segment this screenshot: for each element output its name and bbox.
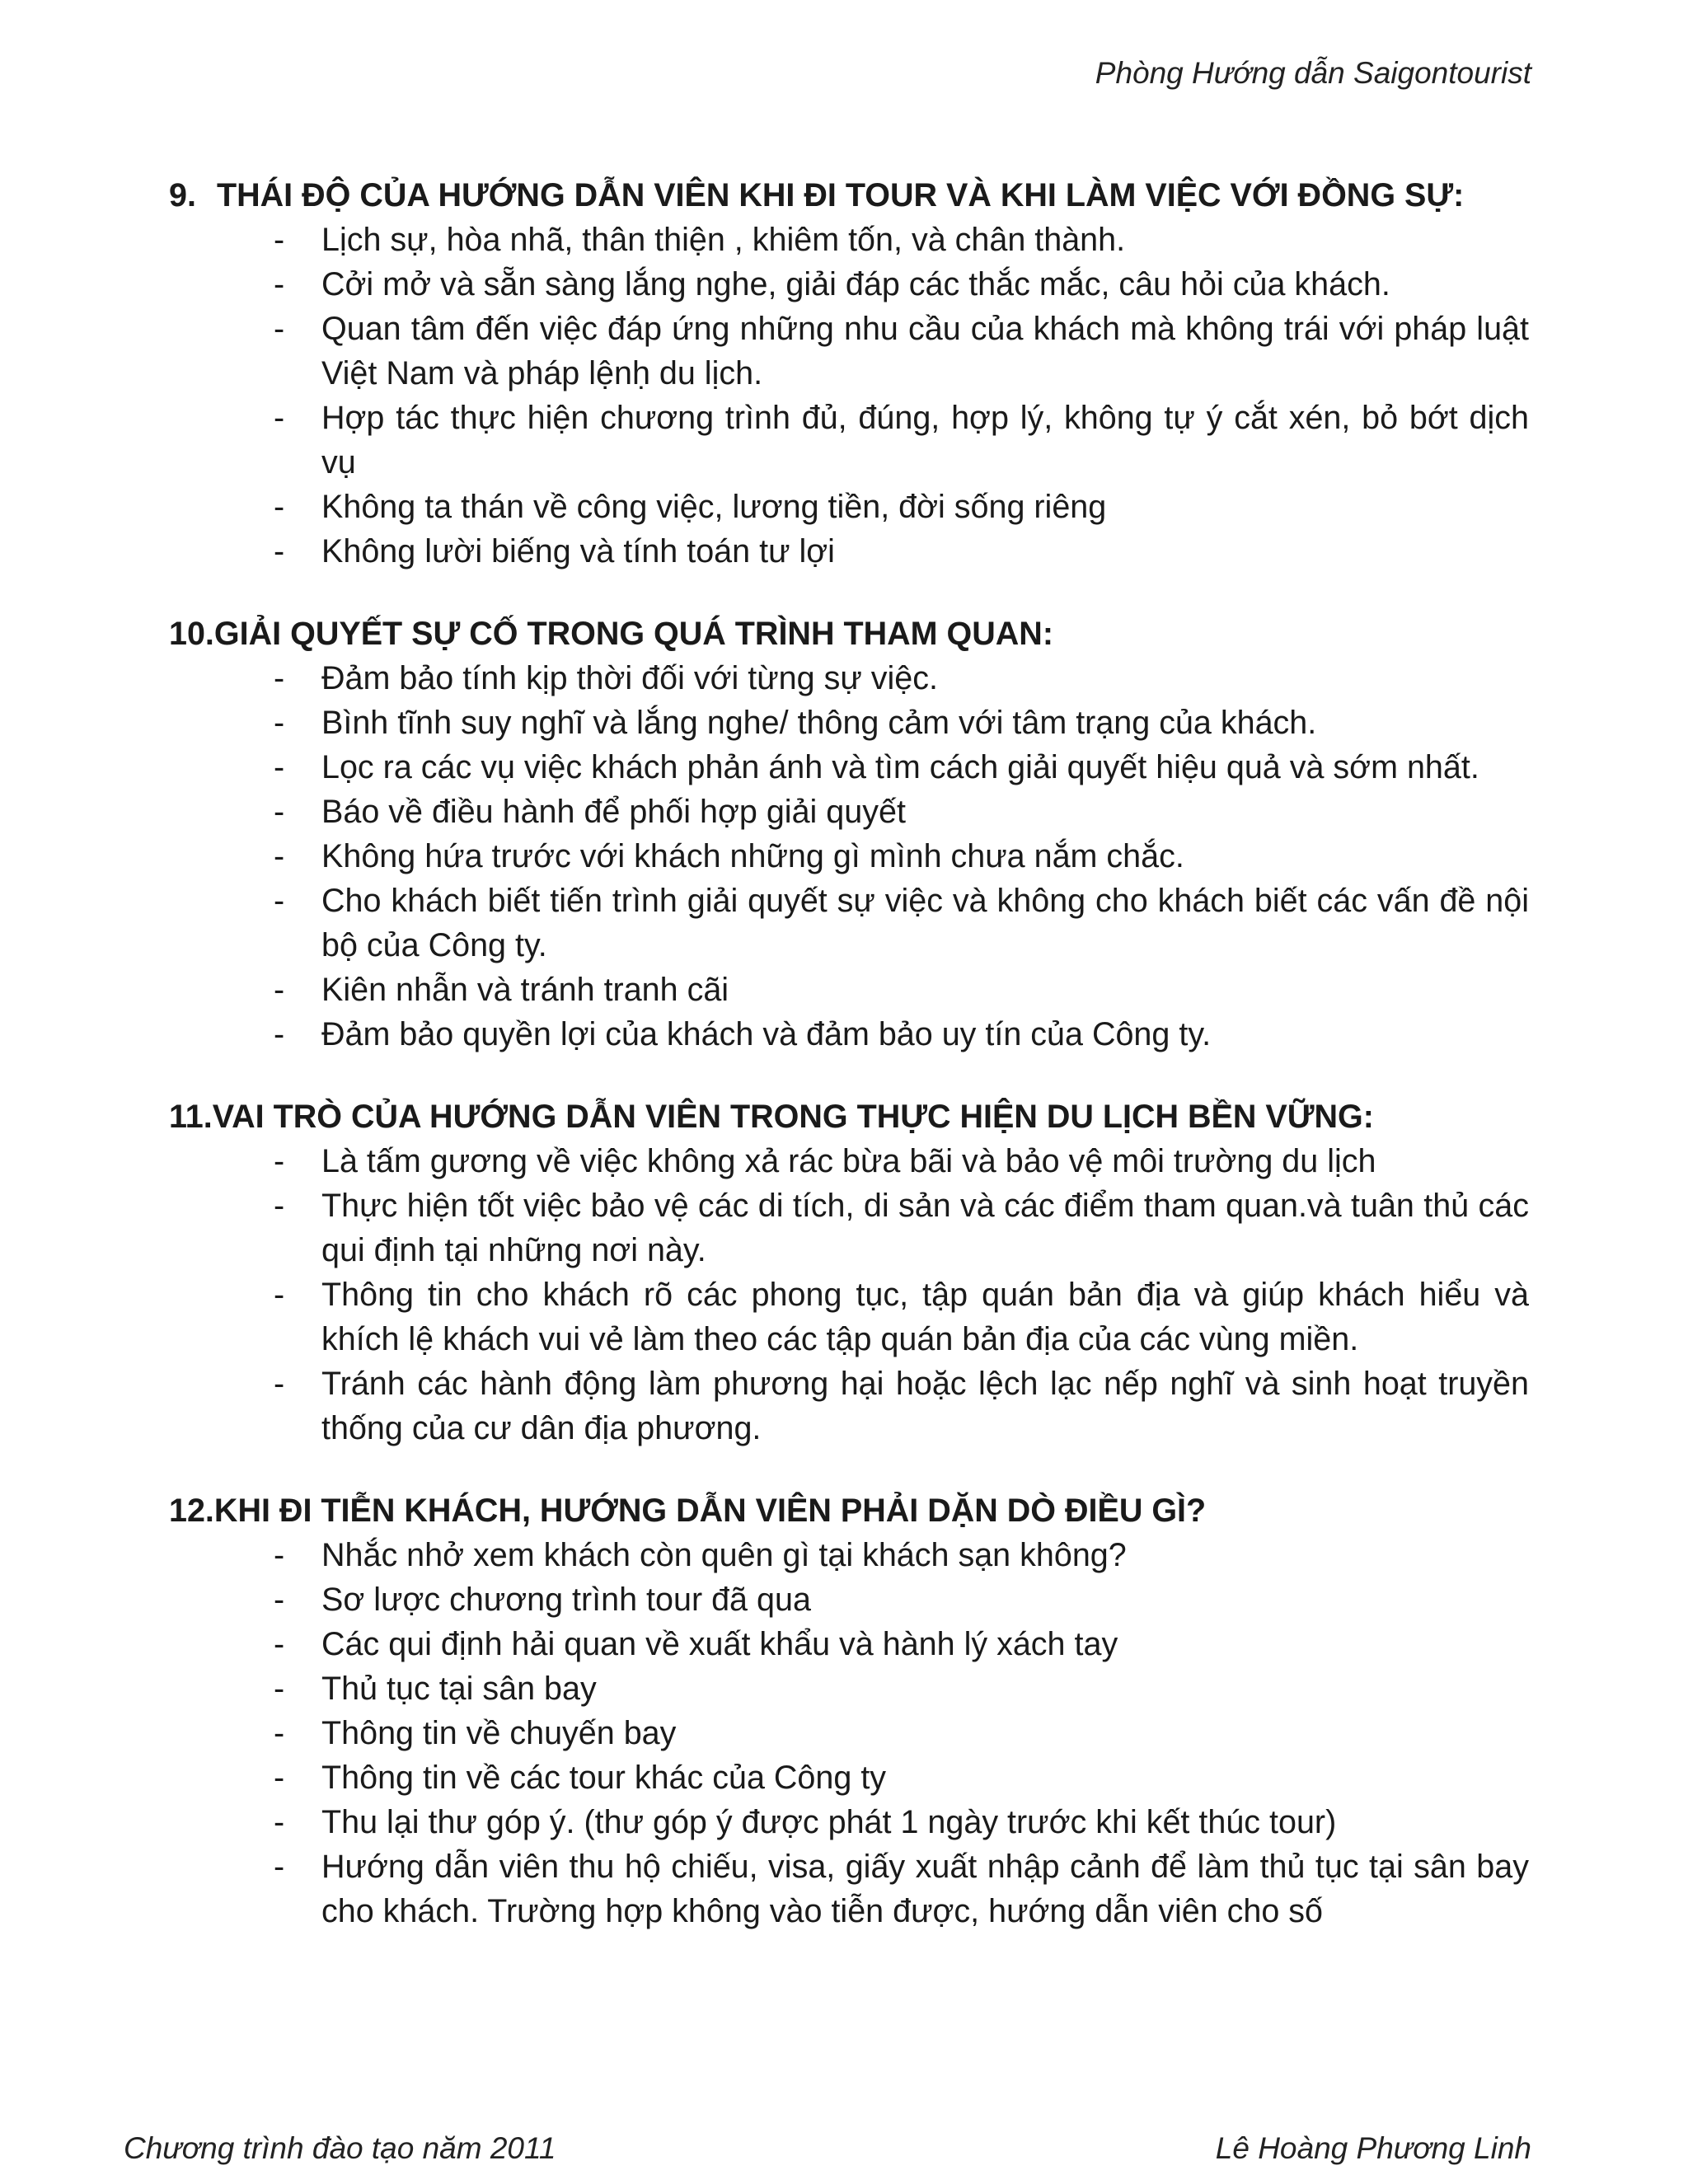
list-item-text: Không lười biếng và tính toán tư lợi xyxy=(321,533,835,569)
list-item xyxy=(169,1800,1529,1844)
list-item-text: Lọc ra các vụ việc khách phản ánh và tìm cách giải quyết hiệu quả và sớm nhất. xyxy=(321,749,1479,785)
bullet-dash: - xyxy=(274,794,285,830)
list-item xyxy=(169,529,1529,574)
document-body xyxy=(169,173,1529,1971)
section-heading xyxy=(169,173,1529,218)
list-item-text: Hợp tác thực hiện chương trình đủ, đúng, hợp lý, không tự ý cắt xén, bỏ bớt dịch vụ xyxy=(321,400,1529,480)
bullet-dash: - xyxy=(274,883,285,919)
list-item xyxy=(169,745,1529,790)
section-title: VAI TRÒ CỦA HƯỚNG DẪN VIÊN TRONG THỰC HIỆN DU LỊCH BỀN VỮNG: xyxy=(212,1099,1374,1135)
list-item xyxy=(169,1755,1529,1800)
section-title: KHI ĐI TIỄN KHÁCH, HƯỚNG DẪN VIÊN PHẢI DẶN DÒ ĐIỀU GÌ? xyxy=(213,1493,1207,1529)
list-item-text: Quan tâm đến việc đáp ứng những nhu cầu của khách mà không trái với pháp luật Việt Nam và pháp lệnḥ du lịch. xyxy=(321,311,1529,391)
list-item-text: Báo về điều hành để phối hợp giải quyết xyxy=(321,794,906,830)
bullet-dash: - xyxy=(274,1626,285,1662)
footer-right: Lê Hoàng Phương Linh xyxy=(1215,2131,1531,2165)
bullet-dash: - xyxy=(274,749,285,785)
bullet-dash: - xyxy=(274,1188,285,1224)
list-item-text: Thông tin về chuyến bay xyxy=(321,1715,677,1751)
section-heading xyxy=(169,1488,1529,1533)
list-item-text: Lịch sự, hòa nhã, thân thiện , khiêm tốn, và chân thành. xyxy=(321,222,1126,258)
list-item xyxy=(169,485,1529,529)
list-item-text: Đảm bảo tính kịp thời đối với từng sự việc. xyxy=(321,660,938,696)
list-item-text: Thực hiện tốt việc bảo vệ các di tích, di sản và các điểm tham quan.và tuân thủ các qui định tại những nơi này. xyxy=(321,1188,1529,1268)
section xyxy=(169,173,1529,574)
list-item xyxy=(169,1183,1529,1272)
bullet-dash: - xyxy=(274,1366,285,1402)
bullet-dash: - xyxy=(274,1537,285,1573)
list-item xyxy=(169,1711,1529,1755)
bullet-list xyxy=(169,218,1529,574)
list-item-text: Không ta thán về công việc, lương tiền, đời sống riêng xyxy=(321,489,1107,525)
list-item xyxy=(169,834,1529,879)
bullet-dash: - xyxy=(274,705,285,741)
section-title: THÁI ĐỘ CỦA HƯỚNG DẪN VIÊN KHI ĐI TOUR VÀ KHI LÀM VIỆC VỚI ĐỒNG SỰ: xyxy=(217,177,1465,213)
list-item-text: Tránh các hành động làm phương hại hoặc lệch lạc nếp nghĩ và sinh hoạt truyền thống của cư dân địa phương. xyxy=(321,1366,1529,1446)
bullet-dash: - xyxy=(274,1804,285,1840)
list-item-text: Đảm bảo quyền lợi của khách và đảm bảo uy tín của Công ty. xyxy=(321,1016,1212,1052)
list-item xyxy=(169,307,1529,396)
list-item-text: Thủ tục tại sân bay xyxy=(321,1671,597,1707)
section-number: 12. xyxy=(169,1493,214,1529)
section-number: 10. xyxy=(169,616,214,652)
list-item-text: Thu lại thư góp ý. (thư góp ý được phát 1 ngày trước khi kết thúc tour) xyxy=(321,1804,1337,1840)
bullet-dash: - xyxy=(274,1582,285,1618)
list-item xyxy=(169,1533,1529,1577)
bullet-dash: - xyxy=(274,222,285,258)
bullet-dash: - xyxy=(274,1016,285,1052)
list-item-text: Bình tĩnh suy nghĩ và lắng nghe/ thông cảm với tâm trạng của khách. xyxy=(321,705,1317,741)
bullet-dash: - xyxy=(274,311,285,347)
page-footer xyxy=(124,2131,1531,2166)
section xyxy=(169,612,1529,1057)
bullet-dash: - xyxy=(274,1277,285,1313)
section-title: GIẢI QUYẾT SỰ CỐ TRONG QUÁ TRÌNH THAM QUAN: xyxy=(213,616,1053,652)
list-item-text: Thông tin về các tour khác của Công ty xyxy=(321,1760,887,1796)
bullet-list xyxy=(169,1533,1529,1933)
list-item xyxy=(169,656,1529,701)
bullet-list xyxy=(169,1139,1529,1451)
bullet-dash: - xyxy=(274,1849,285,1885)
list-item xyxy=(169,1012,1529,1057)
list-item xyxy=(169,262,1529,307)
list-item xyxy=(169,1622,1529,1666)
bullet-dash: - xyxy=(274,1760,285,1796)
bullet-dash: - xyxy=(274,533,285,569)
list-item-text: Các qui định hải quan về xuất khẩu và hành lý xách tay xyxy=(321,1626,1118,1662)
page-header: Phòng Hướng dẫn Saigontourist xyxy=(1095,56,1531,90)
section xyxy=(169,1094,1529,1451)
list-item xyxy=(169,1666,1529,1711)
list-item-text: Sơ lược chương trình tour đã qua xyxy=(321,1582,811,1618)
list-item xyxy=(169,396,1529,485)
bullet-list xyxy=(169,656,1529,1057)
list-item xyxy=(169,1361,1529,1451)
list-item xyxy=(169,1844,1529,1933)
list-item-text: Hướng dẫn viên thu hộ chiếu, visa, giấy xuất nhập cảnh để làm thủ tục tại sân bay cho khách. Trường hợp không vào tiễn được, hướng dẫn viên cho số xyxy=(321,1849,1529,1929)
list-item xyxy=(169,701,1529,745)
section xyxy=(169,1488,1529,1933)
section-heading xyxy=(169,612,1529,656)
bullet-dash: - xyxy=(274,489,285,525)
list-item xyxy=(169,968,1529,1012)
list-item-text: Cho khách biết tiến trình giải quyết sự việc và không cho khách biết các vấn đề nội bộ của Công ty. xyxy=(321,883,1529,963)
list-item xyxy=(169,1139,1529,1183)
list-item xyxy=(169,879,1529,968)
bullet-dash: - xyxy=(274,1143,285,1179)
bullet-dash: - xyxy=(274,400,285,436)
list-item-text: Cởi mở và sẵn sàng lắng nghe, giải đáp các thắc mắc, câu hỏi của khách. xyxy=(321,266,1390,302)
list-item xyxy=(169,790,1529,834)
bullet-dash: - xyxy=(274,972,285,1008)
list-item xyxy=(169,218,1529,262)
section-number: 9. xyxy=(169,177,196,213)
list-item-text: Kiên nhẫn và tránh tranh cãi xyxy=(321,972,729,1008)
list-item-text: Là tấm gương về việc không xả rác bừa bãi và bảo vệ môi trường du lịch xyxy=(321,1143,1376,1179)
section-heading xyxy=(169,1094,1529,1139)
list-item xyxy=(169,1272,1529,1361)
section-number: 11. xyxy=(169,1099,213,1135)
bullet-dash: - xyxy=(274,838,285,874)
list-item-text: Nhắc nhở xem khách còn quên gì tại khách sạn không? xyxy=(321,1537,1127,1573)
footer-left: Chương trình đào tạo năm 2011 xyxy=(124,2131,556,2165)
list-item xyxy=(169,1577,1529,1622)
bullet-dash: - xyxy=(274,1671,285,1707)
bullet-dash: - xyxy=(274,266,285,302)
list-item-text: Không hứa trước với khách những gì mình chưa nắm chắc. xyxy=(321,838,1184,874)
bullet-dash: - xyxy=(274,660,285,696)
list-item-text: Thông tin cho khách rõ các phong tục, tập quán bản địa và giúp khách hiểu và khích lệ khách vui vẻ làm theo các tập quán bản địa của các vùng miền. xyxy=(321,1277,1529,1357)
sections-container xyxy=(169,173,1529,1933)
bullet-dash: - xyxy=(274,1715,285,1751)
